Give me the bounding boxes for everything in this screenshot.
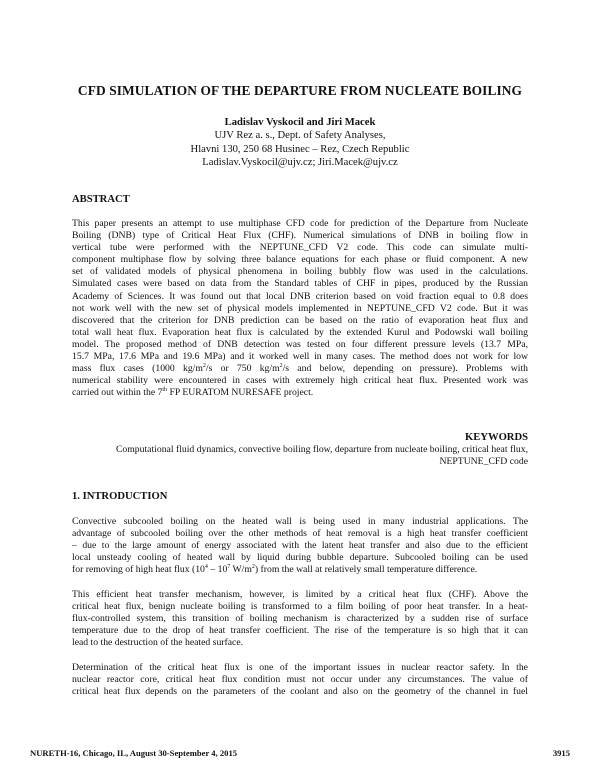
intro-line: flux-controlled system, this transition of boiling mechanism is characterized by a sudden rise of surface xyxy=(72,613,528,625)
abstract-heading: ABSTRACT xyxy=(72,194,130,205)
intro-paragraph-2 xyxy=(72,589,528,649)
abstract-line: Simulated cases were based on data from the Standard tables of CHF in pipes, produced by the Russian xyxy=(72,278,528,290)
introduction-heading: 1. INTRODUCTION xyxy=(72,491,168,502)
abstract-line: total wall heat flux. Evaporation heat flux is calculated by the extended Kurul and Podowski wall boiling xyxy=(72,326,528,338)
abstract-line-mass-flux: mass flux cases (1000 $kg/m^2/s$ or 750 $kg/m^2/s$ and below, depending on pressure). Problems with xyxy=(72,362,528,375)
keywords-line: Computational fluid dynamics, convective boiling flow, departure from nucleate boiling, critical heat flux, xyxy=(115,444,528,455)
intro-line: advantage of subcooled boiling over the other methods of heat removal is a high heat transfer coefficient xyxy=(72,528,528,540)
author-names: Ladislav Vyskocil and Jiri Macek xyxy=(224,117,376,128)
abstract-line: not work well with the new set of physical models implemented in NEPTUNE_CFD V2 code. But it was xyxy=(72,302,528,314)
abstract-line: Boiling (DNB) type of Critical Heat Flux (CHF). Numerical simulations of DNB in boiling flow in xyxy=(72,230,528,242)
author-emails: Ladislav.Vyskocil@ujv.cz; Jiri.Macek@ujv.cz xyxy=(202,157,398,169)
abstract-line: Academy of Sciences. It was found out that local DNB criterion based on void fraction equal to 0.8 does xyxy=(72,290,528,302)
footer-page-number: 3915 xyxy=(552,748,570,758)
abstract-body xyxy=(72,218,528,399)
intro-paragraph-3 xyxy=(72,662,528,698)
abstract-line: 15.7 MPa, 17.6 MPa and 19.6 MPa) and it worked well in many cases. The method does not work for low xyxy=(72,351,528,363)
paper-title: CFD SIMULATION OF THE DEPARTURE FROM NUCLEATE BOILING xyxy=(77,83,523,98)
intro-line: critical heat flux, benign nucleate boiling is transformed to a film boiling of poor heat transfer. In a heat- xyxy=(72,601,528,613)
keywords-line: NEPTUNE_CFD code xyxy=(439,456,528,468)
intro-line: – due to the large amount of energy associated with the latent heat transfer and also due to the efficient xyxy=(72,540,528,552)
intro-line: Convective subcooled boiling on the heated wall is being used in many industrial applications. The xyxy=(72,516,528,527)
author-affiliation: UJV Rez a. s., Dept. of Safety Analyses, xyxy=(214,130,386,142)
intro-line-flux: for removing of high heat flux ($10^4 - 10^7$ $W/m^2$) from the wall at relatively small temperature difference. xyxy=(72,564,478,576)
abstract-line: set of validated models of physical phenomena in boiling bubbly flow was used in the calculations. xyxy=(72,266,528,278)
abstract-line: This paper presents an attempt to use multiphase CFD code for prediction of the Departure from Nucleate xyxy=(72,218,528,229)
intro-line: critical heat flux depends on the parameters of the coolant and also on the geometry of the channel in fuel xyxy=(72,686,528,698)
abstract-line: vertical tube were performed with the NEPTUNE_CFD V2 code. This code can simulate multi- xyxy=(72,242,528,254)
keywords-heading: KEYWORDS xyxy=(465,432,528,443)
abstract-line: model. The proposed method of DNB detection was tested on four different pressure levels (13.7 MPa, xyxy=(72,338,528,350)
intro-line: local unsteady cooling of heated wall by liquid during bubble departure. Subcooled boiling can be used xyxy=(72,552,528,564)
abstract-line: numerical stability were encountered in cases with extremely high critical heat flux. Presented work was xyxy=(72,375,528,387)
intro-line: Determination of the critical heat flux is one of the important issues in nuclear reactor safety. In the xyxy=(72,662,528,673)
footer-conference: NURETH-16, Chicago, IL, August 30-September 4, 2015 xyxy=(30,748,238,758)
author-address: Hlavni 130, 250 68 Husinec – Rez, Czech Republic xyxy=(190,143,410,155)
abstract-line: discovered that the criterion for DNB prediction can be based on the ratio of evaporation heat flux and xyxy=(72,314,528,326)
intro-line: temperature due to the drop of heat transfer coefficient. The rise of the temperature is so high that it can xyxy=(72,625,528,637)
abstract-line: component multiphase flow by solving three balance equations for each phase or fluid component. A new xyxy=(72,254,528,266)
keywords-list xyxy=(72,444,528,468)
intro-line: This efficient heat transfer mechanism, however, is limited by a critical heat flux (CHF). Above the xyxy=(72,589,528,600)
intro-paragraph-1 xyxy=(72,516,528,576)
author-block xyxy=(0,116,600,170)
intro-line: lead to the destruction of the heated surface. xyxy=(72,637,244,649)
abstract-line-last: carried out within the 7th FP EURATOM NURESAFE project. xyxy=(72,387,314,399)
intro-line: nuclear reactor core, critical heat flux condition must not occur under any circumstances. The value of xyxy=(72,674,528,686)
